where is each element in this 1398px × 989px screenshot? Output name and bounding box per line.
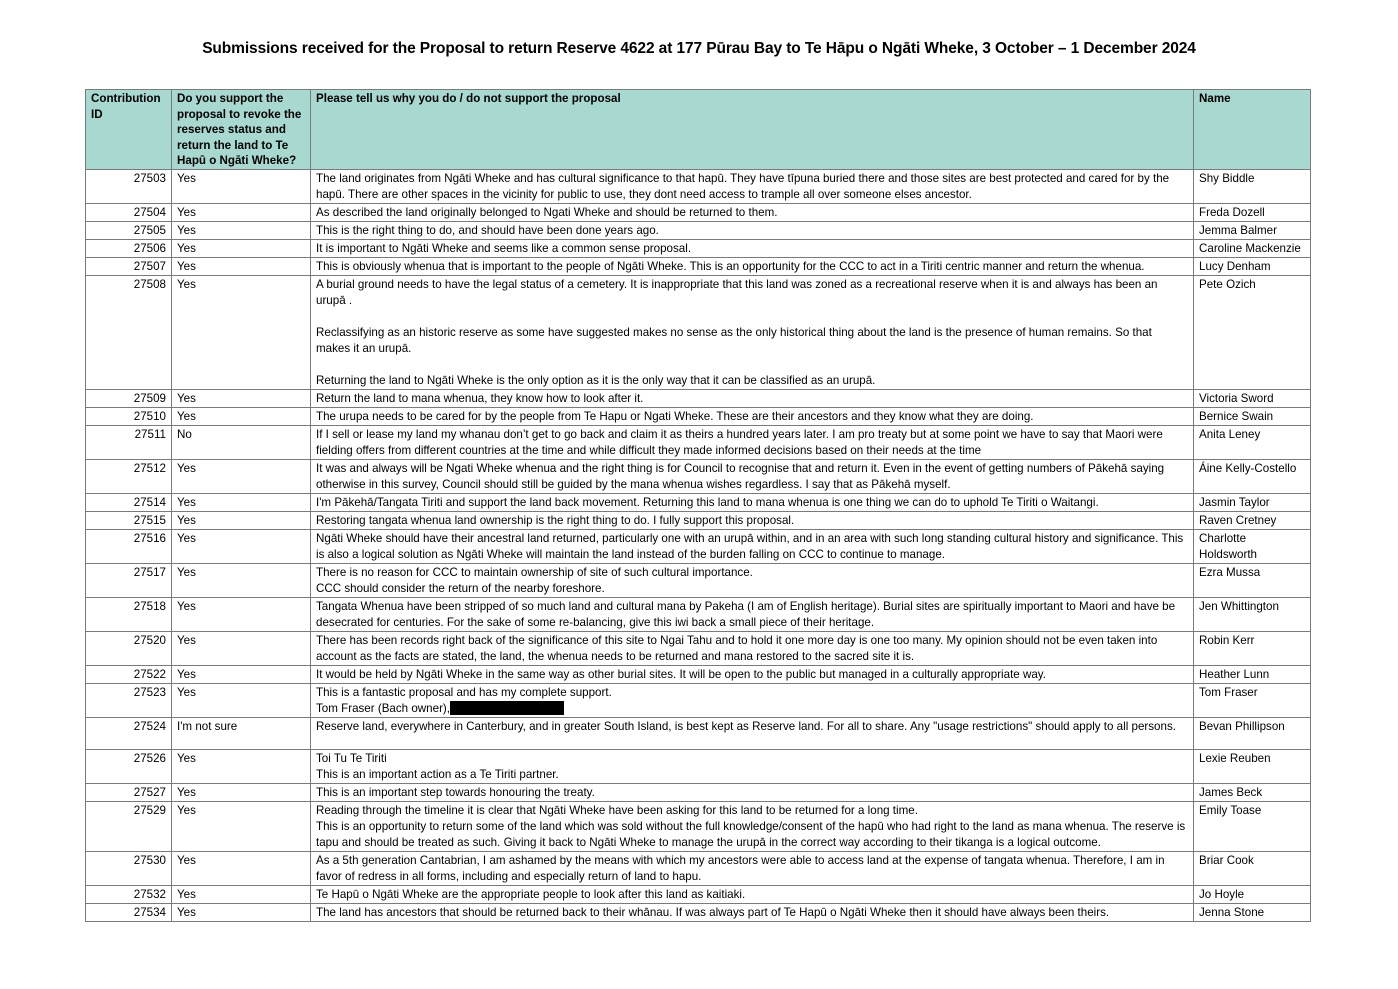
page-title: Submissions received for the Proposal to return Reserve 4622 at 177 Pūrau Bay to Te Hāpu o Ngāti Wheke, 3 October – 1 December 2024 bbox=[202, 40, 1196, 57]
name-cell: Freda Dozell bbox=[1194, 203, 1311, 221]
contribution-id-cell: 27524 bbox=[86, 717, 172, 749]
reason-cell bbox=[311, 407, 1194, 425]
reason-text: Reading through the timeline it is clear that Ngāti Wheke have been asking for this land to be returned for a long time. This is an opportunity to return some of the land which was sold without the full knowledge/consent of the hapū who had right to the land as mana whenua. The reserve is tapu and should be treated as such. Giving it back to Ngāti Wheke to manage the urupā in the correct way according to their tikanga is a logical outcome. bbox=[316, 803, 1186, 849]
reason-text: Reserve land, everywhere in Canterbury, and in greater South Island, is best kept as Reserve land. For all to share. Any "usage restrictions" should apply to all persons. bbox=[316, 719, 1176, 733]
contribution-id-cell: 27523 bbox=[86, 683, 172, 717]
reason-cell bbox=[311, 493, 1194, 511]
contribution-id-cell: 27529 bbox=[86, 801, 172, 851]
table-row bbox=[86, 493, 1311, 511]
support-cell: Yes bbox=[172, 459, 311, 493]
reason-cell bbox=[311, 563, 1194, 597]
support-cell: Yes bbox=[172, 221, 311, 239]
table-row bbox=[86, 275, 1311, 389]
name-cell: Bevan Phillipson bbox=[1194, 717, 1311, 749]
reason-text: If I sell or lease my land my whanau don’t get to go back and claim it as theirs a hundred years later. I am pro treaty but at some point we have to say that Maori were fielding offers from different countries at the time and while difficult they made informed decisions based on their needs at the time bbox=[316, 427, 1163, 457]
reason-cell bbox=[311, 425, 1194, 459]
table-row bbox=[86, 257, 1311, 275]
support-cell: Yes bbox=[172, 203, 311, 221]
support-cell: Yes bbox=[172, 783, 311, 801]
reason-cell bbox=[311, 203, 1194, 221]
support-cell: Yes bbox=[172, 903, 311, 921]
table-row bbox=[86, 903, 1311, 921]
reason-text: I'm Pākehā/Tangata Tiriti and support the land back movement. Returning this land to mana whenua is one thing we can do to uphold Te Tiriti o Waitangi. bbox=[316, 495, 1099, 509]
support-cell: Yes bbox=[172, 275, 311, 389]
reason-text: The urupa needs to be cared for by the people from Te Hapu or Ngati Wheke. These are their ancestors and they know what they are doing. bbox=[316, 409, 1034, 423]
support-cell: Yes bbox=[172, 389, 311, 407]
reason-text: It was and always will be Ngati Wheke whenua and the right thing is for Council to recognise that and return it. Even in the event of getting numbers of Pākehā saying otherwise in this survey, Council should still be guided by the mana whenua wishes regardless. I say that as Pākehā myself. bbox=[316, 461, 1165, 491]
reason-text: Te Hapū o Ngāti Wheke are the appropriate people to look after this land as kaitiaki. bbox=[316, 887, 746, 901]
reason-text: It would be held by Ngāti Wheke in the same way as other burial sites. It will be open to the public but managed in a culturally appropriate way. bbox=[316, 667, 1046, 681]
reason-cell bbox=[311, 665, 1194, 683]
contribution-id-cell: 27516 bbox=[86, 529, 172, 563]
name-cell: Jen Whittington bbox=[1194, 597, 1311, 631]
header-name: Name bbox=[1194, 90, 1311, 170]
reason-text: This is a fantastic proposal and has my complete support. bbox=[316, 685, 612, 699]
reason-cell bbox=[311, 597, 1194, 631]
reason-cell bbox=[311, 683, 1194, 717]
reason-cell bbox=[311, 749, 1194, 783]
contribution-id-cell: 27534 bbox=[86, 903, 172, 921]
reason-cell bbox=[311, 801, 1194, 851]
header-contribution-id: Contribution ID bbox=[86, 90, 172, 170]
reason-text: There is no reason for CCC to maintain ownership of site of such cultural importance. CCC should consider the return of the nearby foreshore. bbox=[316, 565, 753, 595]
name-cell: Briar Cook bbox=[1194, 851, 1311, 885]
table-row bbox=[86, 683, 1311, 717]
name-cell: Lexie Reuben bbox=[1194, 749, 1311, 783]
table-header-row bbox=[86, 90, 1311, 170]
reason-cell bbox=[311, 903, 1194, 921]
reason-text: The land originates from Ngāti Wheke and has cultural significance to that hapū. They have tīpuna buried there and those sites are best protected and cared for by the hapū. There are other spaces in the vicinity for public to use, they dont need access to trample all over someone elses ancestor. bbox=[316, 171, 1170, 201]
reason-text: Toi Tu Te Tiriti This is an important action as a Te Tiriti partner. bbox=[316, 751, 559, 781]
support-cell: Yes bbox=[172, 169, 311, 203]
table-row bbox=[86, 169, 1311, 203]
table-row bbox=[86, 631, 1311, 665]
reason-text: As described the land originally belonged to Ngati Wheke and should be returned to them. bbox=[316, 205, 778, 219]
support-cell: Yes bbox=[172, 683, 311, 717]
table-row bbox=[86, 529, 1311, 563]
reason-text: Return the land to mana whenua, they know how to look after it. bbox=[316, 391, 644, 405]
support-cell: Yes bbox=[172, 493, 311, 511]
support-cell: Yes bbox=[172, 257, 311, 275]
contribution-id-cell: 27515 bbox=[86, 511, 172, 529]
name-cell: Jemma Balmer bbox=[1194, 221, 1311, 239]
contribution-id-cell: 27509 bbox=[86, 389, 172, 407]
contribution-id-cell: 27507 bbox=[86, 257, 172, 275]
reason-cell bbox=[311, 459, 1194, 493]
reason-text: This is the right thing to do, and should have been done years ago. bbox=[316, 223, 659, 237]
contribution-id-cell: 27518 bbox=[86, 597, 172, 631]
support-cell: Yes bbox=[172, 631, 311, 665]
support-cell: Yes bbox=[172, 407, 311, 425]
contribution-id-cell: 27504 bbox=[86, 203, 172, 221]
table-row bbox=[86, 407, 1311, 425]
table-row bbox=[86, 389, 1311, 407]
name-cell: Heather Lunn bbox=[1194, 665, 1311, 683]
reason-cell bbox=[311, 631, 1194, 665]
name-cell: Raven Cretney bbox=[1194, 511, 1311, 529]
support-cell: Yes bbox=[172, 529, 311, 563]
name-cell: Áine Kelly-Costello bbox=[1194, 459, 1311, 493]
table-row bbox=[86, 425, 1311, 459]
name-cell: Pete Ozich bbox=[1194, 275, 1311, 389]
name-cell: Caroline Mackenzie bbox=[1194, 239, 1311, 257]
name-cell: Tom Fraser bbox=[1194, 683, 1311, 717]
reason-text: It is important to Ngāti Wheke and seems like a common sense proposal. bbox=[316, 241, 692, 255]
contribution-id-cell: 27520 bbox=[86, 631, 172, 665]
contribution-id-cell: 27503 bbox=[86, 169, 172, 203]
name-cell: Bernice Swain bbox=[1194, 407, 1311, 425]
reason-text: Restoring tangata whenua land ownership is the right thing to do. I fully support this proposal. bbox=[316, 513, 795, 527]
name-cell: Jasmin Taylor bbox=[1194, 493, 1311, 511]
contribution-id-cell: 27512 bbox=[86, 459, 172, 493]
table-row bbox=[86, 851, 1311, 885]
reason-text-line2: Tom Fraser (Bach owner), bbox=[316, 701, 451, 715]
reason-cell bbox=[311, 529, 1194, 563]
name-cell: Shy Biddle bbox=[1194, 169, 1311, 203]
name-cell: Jo Hoyle bbox=[1194, 885, 1311, 903]
support-cell: Yes bbox=[172, 563, 311, 597]
support-cell: Yes bbox=[172, 511, 311, 529]
reason-cell bbox=[311, 257, 1194, 275]
table-row bbox=[86, 783, 1311, 801]
reason-cell bbox=[311, 717, 1194, 749]
support-cell: Yes bbox=[172, 597, 311, 631]
header-reason: Please tell us why you do / do not support the proposal bbox=[311, 90, 1194, 170]
support-cell: Yes bbox=[172, 801, 311, 851]
reason-text: Tangata Whenua have been stripped of so much land and cultural mana by Pakeha (I am of English heritage). Burial sites are spiritually important to Maori and have be desecrated for centuries. For the sake of some re-balancing, give this iwi back a small piece of their heritage. bbox=[316, 599, 1176, 629]
reason-cell bbox=[311, 389, 1194, 407]
name-cell: Victoria Sword bbox=[1194, 389, 1311, 407]
reason-text: As a 5th generation Cantabrian, I am ashamed by the means with which my ancestors were able to access land at the expense of tangata whenua. Therefore, I am in favor of redress in all forms, including and especially return of land to hapu. bbox=[316, 853, 1165, 883]
reason-cell bbox=[311, 851, 1194, 885]
table-row bbox=[86, 221, 1311, 239]
name-cell: Jenna Stone bbox=[1194, 903, 1311, 921]
table-row bbox=[86, 203, 1311, 221]
table-row bbox=[86, 749, 1311, 783]
name-cell: Anita Leney bbox=[1194, 425, 1311, 459]
reason-cell bbox=[311, 169, 1194, 203]
submissions-table bbox=[85, 89, 1311, 922]
reason-cell bbox=[311, 275, 1194, 389]
reason-cell bbox=[311, 783, 1194, 801]
contribution-id-cell: 27532 bbox=[86, 885, 172, 903]
contribution-id-cell: 27517 bbox=[86, 563, 172, 597]
name-cell: Charlotte Holdsworth bbox=[1194, 529, 1311, 563]
table-row bbox=[86, 239, 1311, 257]
redaction-block bbox=[450, 701, 564, 715]
contribution-id-cell: 27522 bbox=[86, 665, 172, 683]
contribution-id-cell: 27506 bbox=[86, 239, 172, 257]
support-cell: No bbox=[172, 425, 311, 459]
support-cell: Yes bbox=[172, 239, 311, 257]
contribution-id-cell: 27530 bbox=[86, 851, 172, 885]
reason-text: Ngāti Wheke should have their ancestral land returned, particularly one with an urupā within, and in an area with such long standing cultural history and significance. This is also a logical solution as Ngāti Wheke will maintain the land instead of the burden falling on CCC to continue to manage. bbox=[316, 531, 1184, 561]
support-cell: Yes bbox=[172, 665, 311, 683]
name-cell: Robin Kerr bbox=[1194, 631, 1311, 665]
contribution-id-cell: 27527 bbox=[86, 783, 172, 801]
name-cell: Lucy Denham bbox=[1194, 257, 1311, 275]
table-row bbox=[86, 801, 1311, 851]
support-cell: I'm not sure bbox=[172, 717, 311, 749]
table-row bbox=[86, 563, 1311, 597]
table-row bbox=[86, 717, 1311, 749]
support-cell: Yes bbox=[172, 749, 311, 783]
support-cell: Yes bbox=[172, 885, 311, 903]
contribution-id-cell: 27526 bbox=[86, 749, 172, 783]
contribution-id-cell: 27514 bbox=[86, 493, 172, 511]
table-row bbox=[86, 885, 1311, 903]
support-cell: Yes bbox=[172, 851, 311, 885]
reason-cell bbox=[311, 221, 1194, 239]
contribution-id-cell: 27508 bbox=[86, 275, 172, 389]
reason-text: This is an important step towards honouring the treaty. bbox=[316, 785, 595, 799]
table-row bbox=[86, 665, 1311, 683]
reason-text: There has been records right back of the significance of this site to Ngai Tahu and to hold it one more day is one too many. My opinion should not be even taken into account as the facts are stated, the land, the whenua needs to be returned and mana restored to the sacred site it is. bbox=[316, 633, 1158, 663]
contribution-id-cell: 27510 bbox=[86, 407, 172, 425]
name-cell: Ezra Mussa bbox=[1194, 563, 1311, 597]
name-cell: Emily Toase bbox=[1194, 801, 1311, 851]
reason-cell bbox=[311, 239, 1194, 257]
reason-cell bbox=[311, 511, 1194, 529]
table-row bbox=[86, 511, 1311, 529]
contribution-id-cell: 27505 bbox=[86, 221, 172, 239]
reason-text: A burial ground needs to have the legal status of a cemetery. It is inappropriate that this land was zoned as a recreational reserve when it is and always has been an urupā . Reclassifying as an historic reserve as some have suggested makes no sense as the only historical thing about the land is the presence of human remains. So that makes it an urupā. Returning the land to Ngāti Wheke is the only option as it is the only way that it can be classified as an urupā. bbox=[316, 277, 1158, 387]
reason-text: This is obviously whenua that is important to the people of Ngāti Wheke. This is an opportunity for the CCC to act in a Tiriti centric manner and return the whenua. bbox=[316, 259, 1145, 273]
contribution-id-cell: 27511 bbox=[86, 425, 172, 459]
table-row bbox=[86, 597, 1311, 631]
reason-cell bbox=[311, 885, 1194, 903]
header-support: Do you support the proposal to revoke the reserves status and return the land to Te Hapū o Ngāti Wheke? bbox=[172, 90, 311, 170]
reason-text: The land has ancestors that should be returned back to their whānau. If was always part of Te Hapū o Ngāti Wheke then it should have always been theirs. bbox=[316, 905, 1110, 919]
name-cell: James Beck bbox=[1194, 783, 1311, 801]
table-row bbox=[86, 459, 1311, 493]
